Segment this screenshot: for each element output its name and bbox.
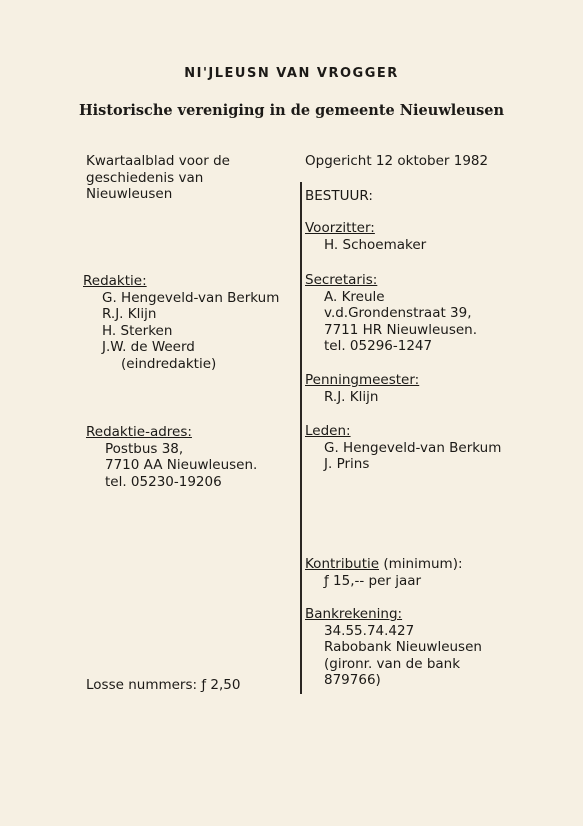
opgericht-line bbox=[305, 153, 488, 170]
bestuur-heading-block bbox=[305, 188, 373, 205]
redaktie-heading: Redaktie: bbox=[83, 273, 147, 289]
intro-line: Nieuwleusen bbox=[86, 186, 173, 202]
leden-member: J. Prins bbox=[324, 456, 370, 472]
secretaris-line: v.d.Grondenstraat 39, bbox=[324, 305, 472, 321]
bank-line: 879766) bbox=[324, 672, 381, 688]
redaktie-member: G. Hengeveld-van Berkum bbox=[102, 289, 280, 306]
column-divider bbox=[300, 182, 302, 694]
secretaris-line: tel. 05296-1247 bbox=[324, 338, 433, 354]
redaktie-note: (eindredaktie) bbox=[121, 355, 217, 372]
voorzitter-heading: Voorzitter: bbox=[305, 220, 375, 236]
bank-block bbox=[305, 606, 482, 689]
page-subtitle: Historische vereniging in de gemeente Nieuwleusen bbox=[78, 102, 505, 119]
page-title: NI'JLEUSN VAN VROGGER bbox=[184, 66, 399, 81]
losse-nummers bbox=[86, 677, 240, 694]
bank-line: (gironr. van de bank bbox=[324, 655, 461, 672]
bestuur-heading: BESTUUR: bbox=[305, 188, 373, 204]
bank-line: 34.55.74.427 bbox=[324, 622, 415, 639]
intro-line: Kwartaalblad voor de bbox=[86, 153, 230, 169]
bank-heading: Bankrekening: bbox=[305, 606, 403, 622]
leden-block bbox=[305, 423, 501, 473]
kontributie-suffix: (minimum): bbox=[379, 556, 463, 572]
penningmeester-block bbox=[305, 372, 419, 405]
adres-heading: Redaktie-adres: bbox=[86, 424, 192, 440]
adres-block bbox=[86, 424, 257, 490]
redaktie-block bbox=[83, 273, 279, 372]
redaktie-member: R.J. Klijn bbox=[102, 306, 157, 322]
secretaris-block bbox=[305, 272, 477, 355]
losse-nummers-text: Losse nummers: ƒ 2,50 bbox=[86, 677, 241, 693]
secretaris-line: 7711 HR Nieuwleusen. bbox=[324, 321, 478, 338]
secretaris-line: A. Kreule bbox=[324, 288, 385, 305]
kontributie-block bbox=[305, 556, 463, 589]
adres-line: 7710 AA Nieuwleusen. bbox=[105, 457, 258, 473]
adres-line: tel. 05230-19206 bbox=[105, 473, 222, 490]
redaktie-member: J.W. de Weerd bbox=[102, 339, 195, 355]
penningmeester-name: R.J. Klijn bbox=[324, 388, 379, 405]
redaktie-member: H. Sterken bbox=[102, 322, 173, 339]
secretaris-heading: Secretaris: bbox=[305, 272, 378, 288]
intro-line: geschiedenis van bbox=[86, 169, 204, 186]
kontributie-amount: ƒ 15,-- per jaar bbox=[324, 572, 422, 589]
adres-line: Postbus 38, bbox=[105, 440, 184, 457]
voorzitter-name: H. Schoemaker bbox=[324, 236, 427, 253]
leden-heading: Leden: bbox=[305, 423, 351, 439]
penningmeester-heading: Penningmeester: bbox=[305, 372, 420, 388]
voorzitter-block bbox=[305, 220, 426, 253]
intro-block bbox=[86, 153, 230, 203]
leden-member: G. Hengeveld-van Berkum bbox=[324, 439, 502, 456]
bank-line: Rabobank Nieuwleusen bbox=[324, 639, 482, 655]
kontributie-heading: Kontributie bbox=[305, 556, 380, 572]
opgericht-text: Opgericht 12 oktober 1982 bbox=[305, 153, 489, 169]
kontributie-heading-line bbox=[305, 556, 463, 573]
